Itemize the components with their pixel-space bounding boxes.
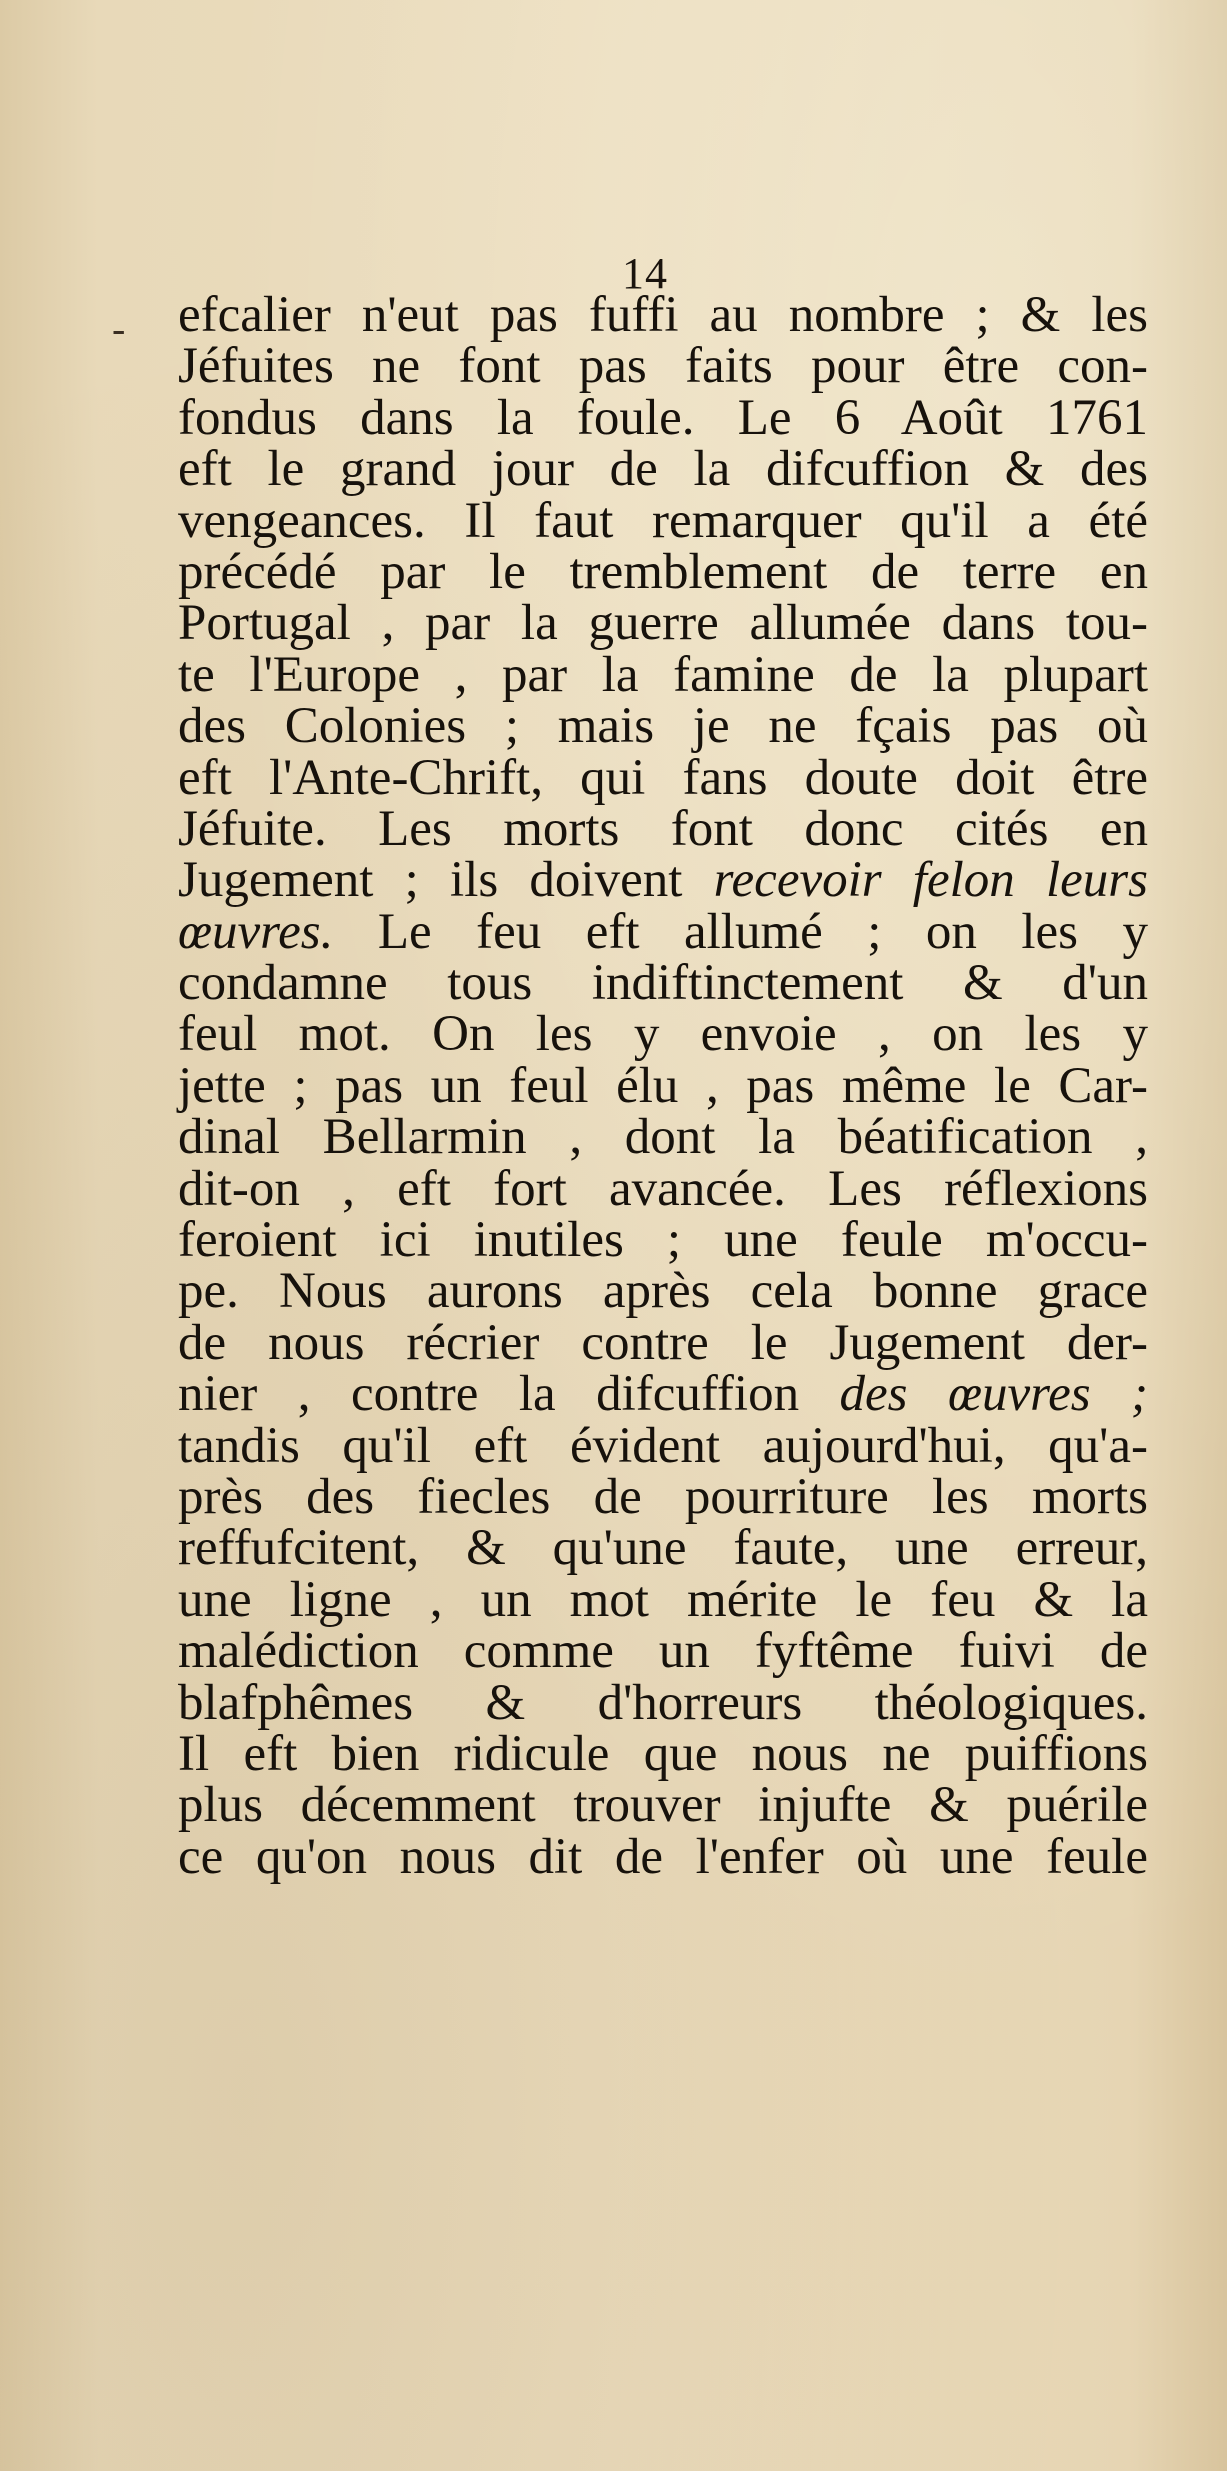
text-line [178, 1674, 1148, 1731]
text-line [178, 1623, 1148, 1680]
text-line [178, 1366, 1148, 1423]
text-run: Jéfuites ne font pas faits pour être con- [178, 338, 1148, 395]
text-run: te l'Europe , par la famine de la plupart [178, 646, 1148, 703]
text-run: près des fiecles de pourriture les morts [178, 1468, 1148, 1525]
text-run: tandis qu'il eft évident aujourd'hui, qu'a- [178, 1417, 1148, 1474]
text-run: nier , contre la difcuffion [178, 1366, 840, 1423]
text-line [178, 698, 1148, 755]
text-line [178, 389, 1148, 446]
text-run: vengeances. Il faut remarquer qu'il a été [178, 492, 1148, 549]
text-line [178, 800, 1148, 857]
text-line [178, 1314, 1148, 1371]
text-line [178, 287, 1148, 343]
text-line [178, 441, 1148, 498]
text-line [178, 749, 1148, 806]
text-run: eft l'Ante-Chrift, qui fans doute doit être [178, 749, 1148, 806]
italic-text: œuvres. [178, 903, 334, 960]
text-line [178, 646, 1148, 703]
text-line [178, 852, 1148, 909]
text-run: une ligne , un mot mérite le feu & la [178, 1571, 1148, 1628]
text-run: eft le grand jour de la difcuffion & des [178, 441, 1148, 498]
italic-text: des œuvres ; [839, 1366, 1148, 1423]
text-line [178, 1520, 1148, 1577]
text-run: plus décemment trouver injufte & puérile [178, 1777, 1148, 1834]
italic-text: recevoir felon leurs [713, 852, 1148, 909]
text-line [178, 1160, 1148, 1217]
text-run: reffufcitent, & qu'une faute, une erreur, [178, 1520, 1148, 1577]
text-run: dinal Bellarmin , dont la béatification , [178, 1109, 1148, 1166]
text-run: de nous récrier contre le Jugement der- [178, 1314, 1148, 1371]
text-line [178, 338, 1148, 395]
text-run: précédé par le tremblement de terre en [178, 543, 1148, 600]
text-run: dit-on , eft fort avancée. Les réflexions [178, 1160, 1148, 1217]
text-line [178, 1417, 1148, 1474]
text-run: malédiction comme un fyftême fuivi de [178, 1623, 1148, 1680]
text-line [178, 1109, 1148, 1166]
text-run: feroient ici inutiles ; une feule m'occu- [178, 1212, 1148, 1269]
text-run: des Colonies ; mais je ne fçais pas où [178, 698, 1148, 755]
text-run: jette ; pas un feul élu , pas même le Car- [178, 1057, 1148, 1114]
text-line [178, 492, 1148, 549]
text-line [178, 1006, 1148, 1063]
text-run: Jugement ; ils doivent [178, 852, 714, 909]
text-line [178, 595, 1148, 652]
page-number: 14 [622, 249, 668, 298]
text-run: fondus dans la foule. Le 6 Août 1761 [178, 389, 1148, 446]
text-run: efcalier n'eut pas fuffi au nombre ; & les [178, 287, 1148, 343]
text-line [178, 1263, 1148, 1320]
text-run: Il eft bien ridicule que nous ne puiffions [178, 1725, 1148, 1782]
text-line [178, 955, 1148, 1012]
text-run: ce qu'on nous dit de l'enfer où une feule [178, 1828, 1148, 1885]
text-run: blafphêmes & d'horreurs théologiques. [178, 1674, 1148, 1731]
text-line [178, 1571, 1148, 1628]
body-text [178, 287, 1148, 1885]
text-line [178, 1212, 1148, 1269]
text-line [178, 1468, 1148, 1525]
text-run: condamne tous indiftinctement & d'un [178, 955, 1148, 1012]
margin-mark: - [112, 306, 126, 351]
text-line [178, 1828, 1148, 1885]
text-line [178, 1725, 1148, 1782]
text-run: Jéfuite. Les morts font donc cités en [178, 800, 1148, 857]
text-run: Le feu eft allumé ; on les y [333, 903, 1148, 960]
text-line [178, 543, 1148, 600]
text-run: Portugal , par la guerre allumée dans tou- [178, 595, 1148, 652]
text-run: pe. Nous aurons après cela bonne grace [178, 1263, 1148, 1320]
text-line [178, 1057, 1148, 1114]
text-line [178, 903, 1148, 960]
text-line [178, 1777, 1148, 1834]
text-run: feul mot. On les y envoie , on les y [178, 1006, 1148, 1063]
